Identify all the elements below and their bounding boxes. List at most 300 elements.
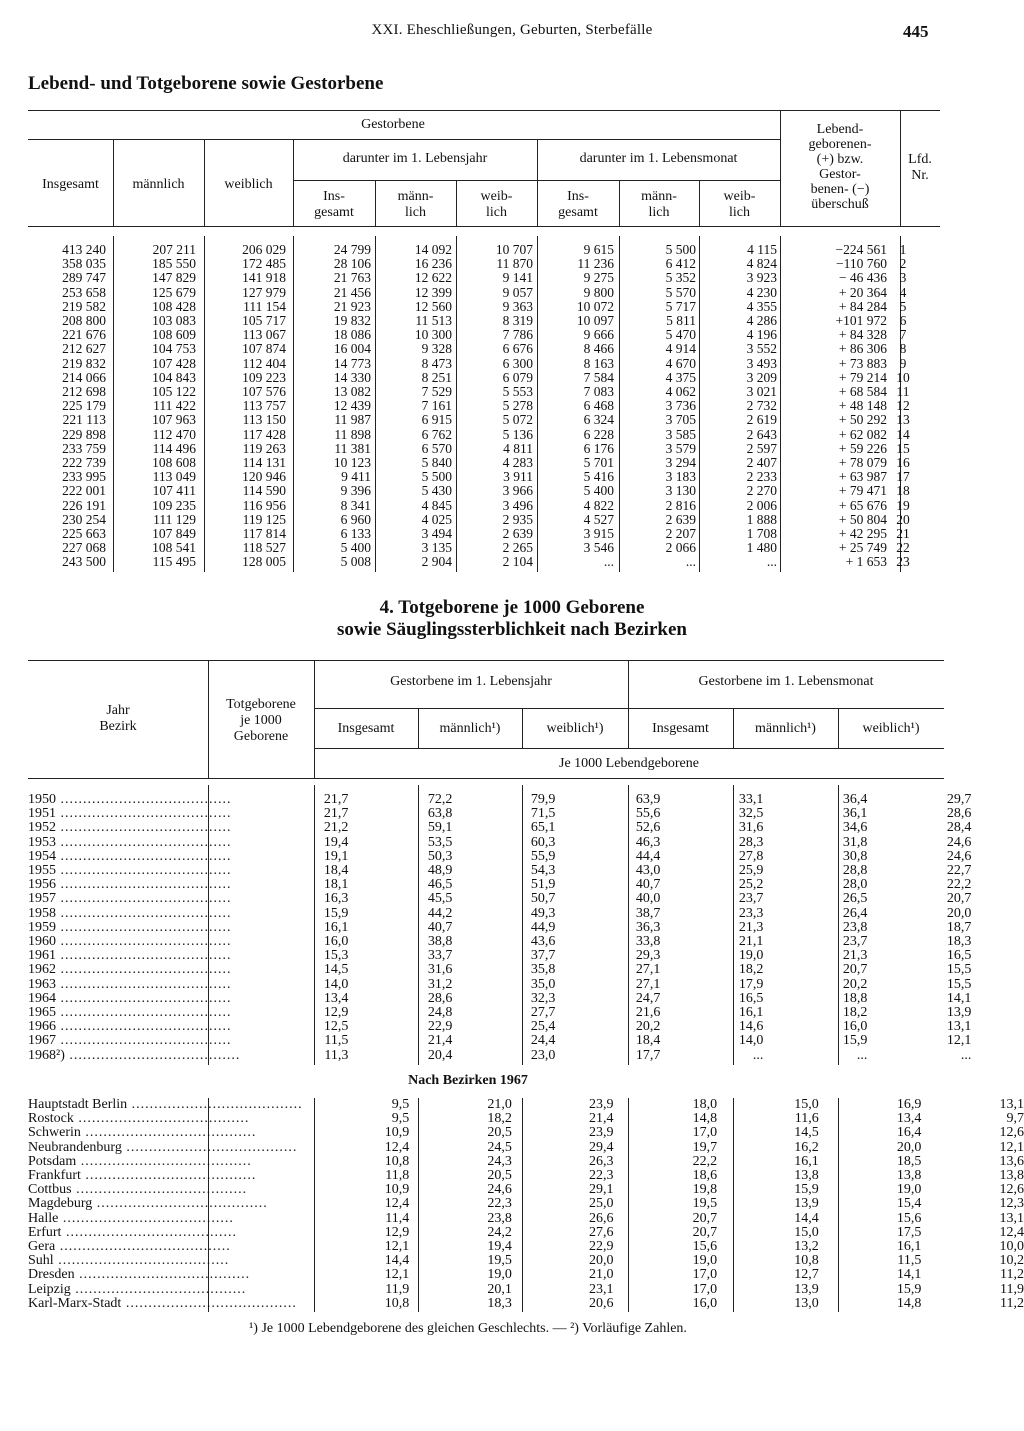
table-cell: 12 439 — [333, 398, 371, 414]
table-cell: 18,2 — [738, 962, 764, 978]
table-cell: 18,2 — [487, 1111, 512, 1127]
table-cell: 15,9 — [896, 1281, 922, 1297]
district-row — [28, 1226, 1024, 1240]
header-je1000: Je 1000 Lebendgeborene — [559, 756, 699, 771]
year-row — [28, 978, 971, 992]
table-cell: 17,7 — [635, 1047, 661, 1063]
table-cell: 22,3 — [487, 1196, 512, 1212]
row-label: 1954 — [28, 849, 56, 864]
table-cell: 15,0 — [794, 1224, 819, 1240]
table-cell: + 65 676 — [838, 497, 887, 513]
table-cell: 9 615 — [583, 242, 614, 257]
table-cell: 40,7 — [635, 877, 661, 893]
table-cell: 36,1 — [842, 806, 868, 822]
row-label: 1950 — [28, 793, 56, 807]
table-cell: 3 911 — [503, 469, 533, 485]
table2-title — [0, 597, 1024, 641]
table2-title-line2: sowie Säuglingssterblichkeit nach Bezirken — [337, 619, 687, 640]
table-cell: 12,1 — [384, 1267, 410, 1283]
row-label: Neubrandenburg — [28, 1140, 122, 1155]
table-cell: 19,5 — [487, 1253, 512, 1269]
table-cell: 21 763 — [333, 270, 371, 286]
table-cell: 24,6 — [487, 1182, 512, 1198]
district-row — [28, 1155, 1024, 1169]
table-cell: 16,1 — [738, 1005, 764, 1021]
table-cell — [28, 892, 240, 906]
row-label: Frankfurt — [28, 1169, 81, 1184]
table-cell: 71,5 — [530, 806, 556, 822]
table-cell: ... — [960, 1047, 972, 1063]
table-cell: 15,5 — [946, 962, 972, 978]
table-cell: 13,4 — [896, 1111, 922, 1127]
table-cell: 233 759 — [62, 440, 106, 456]
table-cell: 15,3 — [323, 948, 349, 964]
table-cell: −110 760 — [836, 256, 887, 272]
table-cell: 16 236 — [414, 256, 452, 272]
header-insgesamt: Insgesamt — [42, 177, 99, 192]
table-cell: 214 066 — [62, 369, 106, 385]
table-cell: ... — [685, 554, 696, 570]
table-cell: 172 485 — [242, 256, 286, 272]
table-cell: 23,9 — [588, 1097, 614, 1112]
table-cell: 5 008 — [340, 554, 371, 570]
table-cell: ... — [856, 1047, 868, 1063]
table-cell: 34,6 — [842, 820, 868, 836]
table-cell: 20,2 — [635, 1019, 661, 1035]
table-cell — [28, 1049, 240, 1063]
year-row — [28, 1006, 971, 1020]
table-cell: 27,6 — [588, 1224, 614, 1240]
table-cell: 16,0 — [692, 1295, 718, 1311]
table-cell — [28, 1155, 303, 1169]
table-cell — [28, 836, 240, 850]
table-cell: 4 062 — [665, 384, 696, 400]
row-label: 1956 — [28, 878, 56, 893]
table-cell: 15 — [896, 440, 910, 456]
table-cell: 3 021 — [746, 384, 777, 400]
table2-years — [28, 793, 971, 1063]
year-row — [28, 850, 971, 864]
table-cell: 5 — [899, 298, 907, 314]
row-label: Schwerin — [28, 1126, 81, 1141]
table-cell: 14,0 — [323, 976, 349, 992]
table-cell: 5 717 — [665, 298, 696, 314]
table-cell: 16,4 — [896, 1125, 922, 1141]
district-row — [28, 1126, 1024, 1140]
row-label: Suhl — [28, 1254, 54, 1269]
table-cell: 21,0 — [588, 1267, 614, 1283]
table-cell: 6 176 — [583, 440, 614, 456]
table-cell: 38,8 — [427, 934, 453, 950]
table-cell: 114 131 — [242, 455, 286, 471]
table-cell: 113 067 — [242, 327, 286, 343]
year-row — [28, 807, 971, 821]
header-gestorbene: Gestorbene — [361, 117, 425, 132]
table-cell: 13,8 — [794, 1168, 819, 1184]
table-row — [28, 428, 919, 442]
table-cell: 6 300 — [502, 355, 533, 371]
table-cell: 3 546 — [583, 540, 614, 556]
table-cell: 27,8 — [738, 848, 764, 864]
table-cell: 20,7 — [692, 1224, 718, 1240]
table-cell: 1 708 — [746, 526, 777, 542]
table-cell: 10,9 — [384, 1182, 410, 1198]
table-cell: 25,2 — [738, 877, 764, 893]
row-label: Rostock — [28, 1112, 74, 1127]
table-cell: 28 106 — [333, 256, 371, 272]
leader-dots — [71, 1283, 247, 1297]
table-cell: 105 122 — [152, 384, 196, 400]
table-cell: 20,0 — [896, 1139, 922, 1155]
table-cell — [28, 963, 240, 977]
table-cell: 23,9 — [588, 1125, 614, 1141]
table2-title-line1: 4. Totgeborene je 1000 Geborene — [379, 597, 645, 618]
row-label: 1960 — [28, 935, 56, 950]
table-cell: 45,5 — [427, 891, 453, 907]
table-cell: 3 493 — [746, 355, 777, 371]
table-cell: 29,4 — [588, 1139, 614, 1155]
table-cell: + 68 584 — [838, 384, 887, 400]
table-cell: 16,5 — [946, 948, 972, 964]
table-cell: 4 025 — [421, 511, 452, 527]
table-cell: 7 161 — [421, 398, 452, 414]
table-cell: 9 328 — [421, 341, 452, 357]
leader-dots — [56, 963, 232, 977]
table-cell: 33,8 — [635, 934, 661, 950]
table-cell: 11,9 — [1000, 1281, 1024, 1297]
table-cell: 18 086 — [333, 327, 371, 343]
leader-dots — [56, 935, 232, 949]
table-cell: 14,1 — [946, 990, 972, 1006]
table-cell: 10,8 — [794, 1253, 819, 1269]
table-cell: 108 428 — [152, 298, 196, 314]
table-cell: 21,6 — [635, 1005, 661, 1021]
table-cell: 17 — [896, 469, 910, 485]
table-cell: + 50 804 — [838, 511, 887, 527]
row-label: Karl-Marx-Stadt — [28, 1296, 122, 1311]
table2-districts — [28, 1098, 1024, 1311]
table-cell — [28, 921, 240, 935]
header-darunter-monat: darunter im 1. Lebensmonat — [579, 151, 738, 166]
table-cell: + 50 292 — [838, 412, 887, 428]
table-cell: 118 527 — [242, 540, 286, 556]
leader-dots — [65, 1049, 241, 1063]
table-cell: 9 057 — [502, 284, 533, 300]
leader-dots — [122, 1141, 298, 1155]
table-cell: 13,9 — [794, 1196, 819, 1212]
table-cell: + 86 306 — [838, 341, 887, 357]
table-cell — [28, 1254, 303, 1268]
table-cell: 225 663 — [62, 526, 106, 542]
leader-dots — [56, 821, 232, 835]
table-cell: 14,8 — [896, 1295, 922, 1311]
table-cell: 22,7 — [946, 863, 972, 879]
table-cell: 219 832 — [62, 355, 106, 371]
table-cell: 32,3 — [530, 990, 556, 1006]
table-cell: −224 561 — [835, 242, 887, 257]
table-cell: 19,0 — [692, 1253, 718, 1269]
table-cell: 10 123 — [333, 455, 371, 471]
row-label: Magdeburg — [28, 1197, 93, 1212]
district-row — [28, 1098, 1024, 1112]
table-cell: 5 072 — [502, 412, 533, 428]
table-cell — [28, 1020, 240, 1034]
table-cell: 4 375 — [665, 369, 696, 385]
table-cell: 9 411 — [341, 469, 371, 485]
leader-dots — [121, 1297, 297, 1311]
table-cell: 15,0 — [794, 1097, 819, 1112]
table-cell: 117 428 — [242, 426, 286, 442]
year-row — [28, 1020, 971, 1034]
table-cell: 12,1 — [999, 1139, 1024, 1155]
table-cell: 358 035 — [62, 256, 106, 272]
table-cell: 25,9 — [738, 863, 764, 879]
leader-dots — [56, 921, 232, 935]
table-cell: 107 428 — [152, 355, 196, 371]
table-cell: 6 133 — [340, 526, 371, 542]
table-cell — [28, 992, 240, 1006]
table-cell: 413 240 — [62, 242, 106, 257]
table-cell: 185 550 — [152, 256, 196, 272]
table1-body — [28, 243, 919, 570]
table-cell — [28, 1297, 303, 1311]
table-cell: 2 265 — [502, 540, 533, 556]
district-row — [28, 1112, 1024, 1126]
table-cell — [28, 1197, 303, 1211]
table-cell: 21 — [896, 526, 910, 542]
table-cell: 25,4 — [530, 1019, 556, 1035]
table-cell: 9 141 — [502, 270, 533, 286]
table-cell: 49,3 — [530, 905, 556, 921]
table-cell: 18,5 — [896, 1153, 922, 1169]
table-row — [28, 499, 919, 513]
table-cell: 108 608 — [152, 455, 196, 471]
table-cell: 21,1 — [738, 934, 764, 950]
table-cell: 5 400 — [340, 540, 371, 556]
year-row — [28, 949, 971, 963]
table-cell: 12,4 — [384, 1196, 410, 1212]
table-cell: 104 753 — [152, 341, 196, 357]
table-cell: 20,2 — [842, 976, 868, 992]
table-cell: 212 698 — [62, 384, 106, 400]
table-cell: 8 — [899, 341, 907, 357]
year-row — [28, 992, 971, 1006]
table-cell — [28, 793, 240, 807]
table-cell: 12,4 — [999, 1224, 1024, 1240]
year-row — [28, 878, 971, 892]
table-cell: 21,2 — [323, 820, 349, 836]
table-cell: 18,3 — [487, 1295, 512, 1311]
table-cell: 10 097 — [576, 313, 614, 329]
table-cell: 10 300 — [414, 327, 452, 343]
leader-dots — [61, 1226, 237, 1240]
table-cell: + 25 749 — [838, 540, 887, 556]
table-cell: 8 251 — [421, 369, 452, 385]
header-weiblich-monat: weiblich¹) — [862, 721, 920, 736]
table-cell — [28, 1126, 303, 1140]
table-row — [28, 513, 919, 527]
table-cell — [28, 1141, 303, 1155]
table-cell — [28, 850, 240, 864]
table-cell — [28, 1183, 303, 1197]
table-cell: 21,0 — [487, 1097, 512, 1112]
table-row — [28, 257, 919, 271]
table-cell: 20,4 — [427, 1047, 453, 1063]
table-cell: 114 496 — [152, 440, 196, 456]
table-cell — [28, 1034, 240, 1048]
leader-dots — [72, 1183, 248, 1197]
table-cell: 111 422 — [153, 398, 196, 414]
leader-dots — [74, 1112, 250, 1126]
table-cell: 60,3 — [530, 834, 556, 850]
table-cell: 20 — [896, 511, 910, 527]
table-cell: 40,0 — [635, 891, 661, 907]
table-cell: 7 786 — [502, 327, 533, 343]
table-cell: 14,6 — [738, 1019, 764, 1035]
table-cell: 17,5 — [896, 1224, 922, 1240]
table-cell: 19,7 — [692, 1139, 718, 1155]
table-cell: 1 480 — [746, 540, 777, 556]
district-row — [28, 1212, 1024, 1226]
table-cell: 22,2 — [946, 877, 972, 893]
table-cell: 28,3 — [738, 834, 764, 850]
table-cell: 221 113 — [62, 412, 106, 428]
table-cell: 23,3 — [738, 905, 764, 921]
table-cell: 17,0 — [692, 1267, 718, 1283]
table-cell: 6 079 — [502, 369, 533, 385]
leader-dots — [92, 1197, 268, 1211]
table-cell: 7 529 — [421, 384, 452, 400]
year-row — [28, 921, 971, 935]
table-cell: 2 816 — [665, 497, 696, 513]
table-cell: 4 230 — [746, 284, 777, 300]
table-cell: 16,1 — [794, 1153, 819, 1169]
table-cell: 4 824 — [746, 256, 777, 272]
table-cell: 253 658 — [62, 284, 106, 300]
table-cell: 3 183 — [665, 469, 696, 485]
table-cell: 4 — [899, 284, 907, 300]
table-cell: 6 228 — [583, 426, 614, 442]
table-cell: 31,2 — [427, 976, 453, 992]
table-cell: 8 341 — [340, 497, 371, 513]
table-cell: 1 — [899, 242, 907, 257]
table-cell: 22,9 — [588, 1239, 614, 1255]
table-cell: 8 473 — [421, 355, 452, 371]
table-cell: 3 736 — [665, 398, 696, 414]
table-cell: 12,3 — [999, 1196, 1024, 1212]
table-cell: 5 136 — [502, 426, 533, 442]
table-cell: 18,1 — [323, 877, 349, 893]
table-cell: 18,8 — [842, 990, 868, 1006]
table-row — [28, 300, 919, 314]
row-label: 1951 — [28, 807, 56, 822]
leader-dots — [56, 949, 232, 963]
district-row — [28, 1141, 1024, 1155]
table-cell: 6 762 — [421, 426, 452, 442]
leader-dots — [56, 807, 232, 821]
table-cell: 107 963 — [152, 412, 196, 428]
table-cell: 26,3 — [588, 1153, 614, 1169]
table-cell: 8 163 — [583, 355, 614, 371]
table-cell: 7 083 — [583, 384, 614, 400]
table-cell: 107 849 — [152, 526, 196, 542]
table-cell: 207 211 — [152, 242, 196, 257]
leader-dots — [56, 864, 232, 878]
district-row — [28, 1183, 1024, 1197]
row-label: Potsdam — [28, 1154, 77, 1169]
table-cell: 12,5 — [323, 1019, 349, 1035]
table-cell: 219 582 — [62, 298, 106, 314]
table-cell: 119 125 — [242, 511, 286, 527]
table-cell: 2 407 — [746, 455, 777, 471]
table-cell: 5 352 — [665, 270, 696, 286]
table-cell: 5 570 — [665, 284, 696, 300]
table-cell: 72,2 — [427, 792, 453, 807]
leader-dots — [56, 1034, 232, 1048]
table-cell: 227 068 — [62, 540, 106, 556]
header-lfd-nr: Lfd. Nr. — [908, 152, 932, 183]
table-cell: + 63 987 — [838, 469, 887, 485]
table-cell: 20,5 — [487, 1168, 512, 1184]
table-cell: 4 286 — [746, 313, 777, 329]
table-cell: 147 829 — [152, 270, 196, 286]
table-cell — [28, 1283, 303, 1297]
table-cell: 32,5 — [738, 806, 764, 822]
row-label: Halle — [28, 1211, 59, 1226]
table-cell: 23,0 — [530, 1047, 556, 1063]
table-cell: 18 — [896, 483, 910, 499]
table-cell: 27,1 — [635, 976, 661, 992]
table-row — [28, 286, 919, 300]
table-cell — [28, 878, 240, 892]
leader-dots — [56, 850, 232, 864]
table-cell: 14,1 — [896, 1267, 922, 1283]
table-cell: 12 622 — [414, 270, 452, 286]
table-cell: 6 412 — [665, 256, 696, 272]
year-row — [28, 907, 971, 921]
table-cell: 3 135 — [421, 540, 452, 556]
header-ueberschuss: Lebend- geborenen- (+) bzw. Gestor- benen- (−) überschuß — [808, 122, 872, 212]
table-cell: 222 739 — [62, 455, 106, 471]
table-cell: 10 072 — [576, 298, 614, 314]
table-cell: 13,8 — [896, 1168, 922, 1184]
row-label: Cottbus — [28, 1183, 72, 1198]
table-cell: 23,7 — [842, 934, 868, 950]
table-cell: 11,8 — [385, 1168, 410, 1184]
year-row — [28, 793, 971, 807]
table-cell: 12,6 — [999, 1125, 1024, 1141]
table-cell: 21,4 — [427, 1033, 453, 1049]
table-cell: 6 960 — [340, 511, 371, 527]
table-cell: 18,2 — [842, 1005, 868, 1021]
table-cell: 243 500 — [62, 554, 106, 570]
table-cell: 24,6 — [946, 834, 972, 850]
table-cell: 50,7 — [530, 891, 556, 907]
row-label: 1966 — [28, 1020, 56, 1035]
table-cell: 5 500 — [665, 242, 696, 257]
table-cell: 12,4 — [384, 1139, 410, 1155]
table-row — [28, 357, 919, 371]
table-cell: 12,9 — [384, 1224, 410, 1240]
leader-dots — [54, 1254, 230, 1268]
table-cell: 117 814 — [242, 526, 286, 542]
table-cell: 23,8 — [842, 919, 868, 935]
table-cell: 16,5 — [738, 990, 764, 1006]
table-cell: 16 004 — [333, 341, 371, 357]
table-cell: 13,1 — [946, 1019, 972, 1035]
table-cell: 13,9 — [946, 1005, 972, 1021]
table-cell — [28, 1212, 303, 1226]
